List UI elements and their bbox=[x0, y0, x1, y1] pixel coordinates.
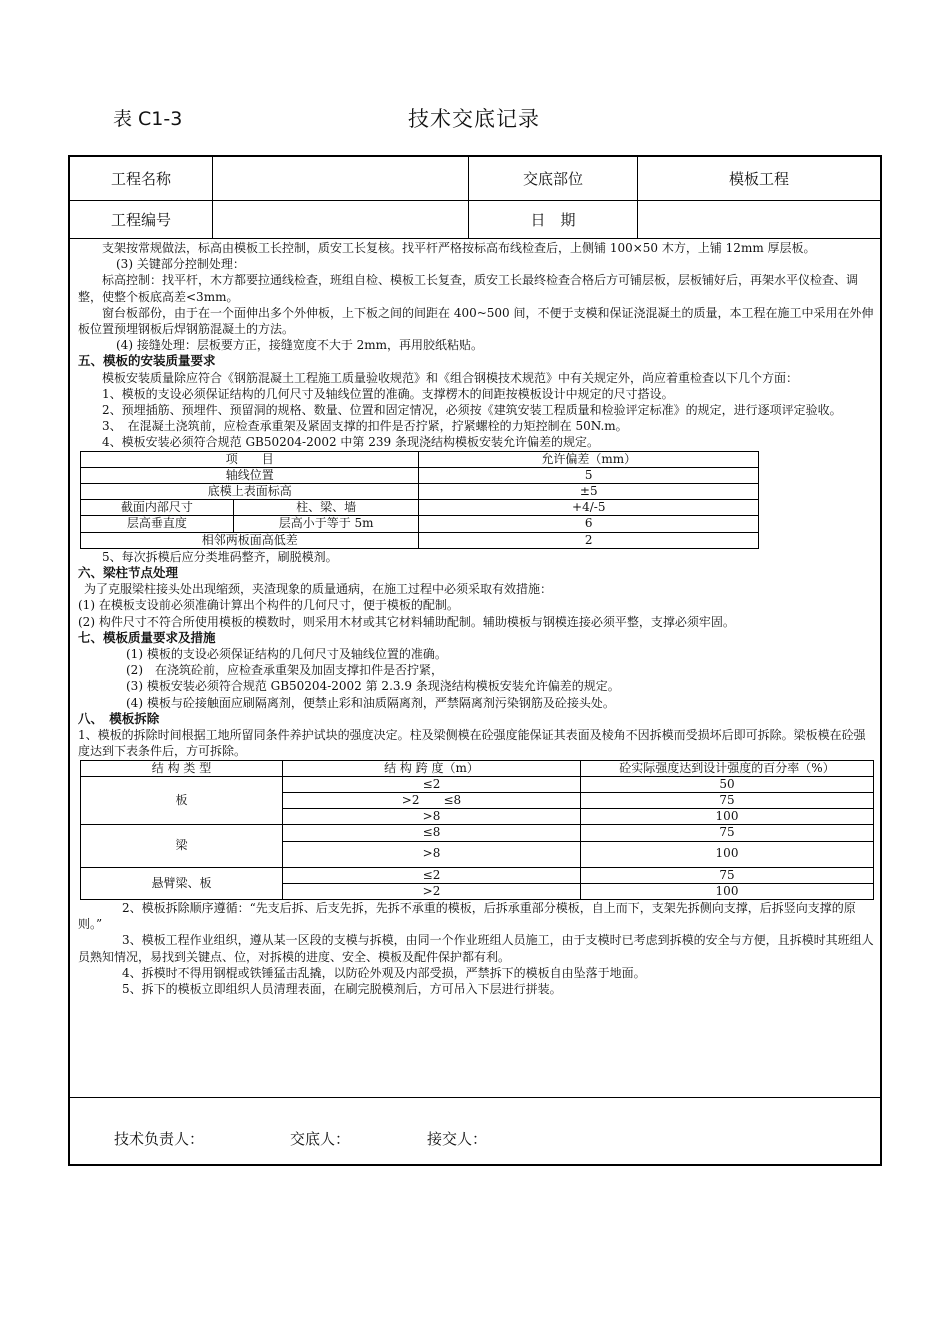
tolerance-table bbox=[80, 451, 759, 549]
table-cell: ±5 bbox=[419, 484, 759, 500]
paragraph: (3) 关键部分控制处理： bbox=[116, 257, 245, 272]
paragraph: 2、模板拆除顺序遵循：“先支后拆、后支先拆，先拆不承重的模板，后拆承重部分模板，自上而下，支架先拆侧向支撑，后拆竖向支撑的原则。” bbox=[78, 900, 856, 932]
table-cell: 100 bbox=[581, 841, 874, 867]
table-row bbox=[81, 532, 759, 548]
paragraph: (4) 模板与砼接触面应刷隔离剂，便禁止彩和油质隔离剂，严禁隔离剂污染钢筋及砼接头处。 bbox=[126, 695, 615, 710]
paragraph: 4、拆模时不得用钢棍或铁锤猛击乱撬，以防砼外观及内部受损，严禁拆下的模板自由坠落于地面。 bbox=[122, 965, 646, 980]
paragraph: (1) 模板的支设必须保证结构的几何尺寸及轴线位置的准确。 bbox=[126, 647, 447, 662]
info-row-2 bbox=[70, 201, 880, 239]
paragraph: (3) 模板安装必须符合规范 GB50204-2002 第 2.3.9 条现浇结构模板安装允许偏差的规定。 bbox=[126, 679, 620, 694]
paragraph: 标高控制：找平杆，木方都要拉通线检查，班组自检、模板工长复查，质安工长最终检查合格后方可铺层板，层板铺好后，再架水平仪检查、调整，使整个板底高差<3mm。 bbox=[78, 273, 859, 304]
table-row bbox=[81, 516, 759, 532]
table-row bbox=[81, 484, 759, 500]
table-cell: 50 bbox=[581, 776, 874, 792]
paragraph: 1、模板的拆除时间根据工地所留同条件养护试块的强度决定。柱及梁侧模在砼强度能保证其表面及棱角不因拆模而受损坏后即可拆除。梁板模在砼强度达到下表条件后，方可拆除。 bbox=[78, 728, 866, 759]
table-cell: 截面内部尺寸 bbox=[81, 500, 234, 516]
form-code: 表 C1-3 bbox=[113, 108, 183, 130]
paragraph: 3、模板工程作业组织，遵从某一区段的支模与拆模，由同一个作业班组人员施工，由于支模时已考虑到拆模的安全与方便，且拆模时其班组人员熟知情况，易找到关键点、位，对拆模的进度、安全、模板及配件保护都有利。 bbox=[78, 933, 874, 964]
disclosure-content bbox=[78, 240, 874, 997]
table-cell: 层高垂直度 bbox=[81, 516, 234, 532]
table-cell: >2 ≤8 bbox=[283, 792, 581, 808]
table-cell: 相邻两板面高低差 bbox=[81, 532, 419, 548]
paragraph: (1) 在模板支设前必须准确计算出个构件的几何尺寸，便于模板的配制。 bbox=[78, 598, 459, 613]
table-header-cell: 结 构 跨 度（m） bbox=[283, 760, 581, 776]
project-no-label: 工程编号 bbox=[70, 201, 213, 238]
table-row bbox=[81, 451, 759, 467]
table-cell: 75 bbox=[581, 792, 874, 808]
table-row bbox=[81, 467, 759, 483]
table-row bbox=[81, 776, 874, 792]
table-cell: 悬臂梁、板 bbox=[81, 867, 283, 899]
paragraph: 1、模板的支设必须保证结构的几何尺寸及轴线位置的准确。支撑楞木的间距按模板设计中规定的尺寸搭设。 bbox=[102, 386, 674, 401]
table-cell: +4/-5 bbox=[419, 500, 759, 516]
receiver-signature[interactable]: 接交人： bbox=[427, 1130, 488, 1148]
date-value[interactable] bbox=[638, 201, 880, 238]
table-row bbox=[81, 825, 874, 841]
paragraph: 5、每次拆模后应分类堆码整齐，刷脱模剂。 bbox=[102, 549, 338, 564]
section-5-heading: 五、模板的安装质量要求 bbox=[78, 353, 216, 369]
tech-lead-signature[interactable]: 技术负责人： bbox=[114, 1130, 205, 1148]
table-cell: 轴线位置 bbox=[81, 467, 419, 483]
paragraph: (4) 接缝处理：层板要方正，接缝宽度不大于 2mm，再用胶纸粘贴。 bbox=[116, 338, 484, 353]
project-name-label: 工程名称 bbox=[70, 157, 213, 200]
table-header-cell: 项 目 bbox=[81, 451, 419, 467]
paragraph: 窗台板部份，由于在一个面伸出多个外伸板，上下板之间的间距在 400~500 间，不便于支模和保证浇混凝土的质量，本工程在施工中采用在外伸板位置预埋钢板后焊钢筋混凝土的方法。 bbox=[78, 305, 874, 337]
record-frame bbox=[68, 155, 882, 1166]
table-cell: 75 bbox=[581, 825, 874, 841]
paragraph: 支架按常规做法，标高由模板工长控制，质安工长复核。找平杆严格按标高布线检查后，上侧铺 100×50 木方，上铺 12mm 厚层板。 bbox=[102, 241, 816, 255]
section-6-heading: 六、梁柱节点处理 bbox=[78, 565, 179, 581]
project-name-value[interactable] bbox=[213, 157, 469, 200]
paragraph: 2、预埋插筋、预埋件、预留洞的规格、数量、位置和固定情况，必须按《建筑安装工程质量和检验评定标准》的规定，进行逐项评定验收。 bbox=[102, 403, 842, 418]
table-header-cell: 结 构 类 型 bbox=[81, 760, 283, 776]
paragraph: (2) 在浇筑砼前，应检查承重架及加固支撑扣件是否拧紧， bbox=[126, 663, 444, 678]
document-title: 技术交底记录 bbox=[408, 107, 540, 131]
table-cell: 2 bbox=[419, 532, 759, 548]
discloser-signature[interactable]: 交底人： bbox=[290, 1130, 351, 1148]
table-cell: 6 bbox=[419, 516, 759, 532]
table-cell: >8 bbox=[283, 809, 581, 825]
table-row bbox=[81, 500, 759, 516]
strength-table bbox=[80, 760, 874, 900]
info-row-1 bbox=[70, 157, 880, 201]
table-cell: 100 bbox=[581, 809, 874, 825]
date-label: 日 期 bbox=[469, 201, 638, 238]
table-row bbox=[81, 867, 874, 883]
table-cell: >2 bbox=[283, 883, 581, 899]
table-cell: 75 bbox=[581, 867, 874, 883]
table-cell: 层高小于等于 5m bbox=[233, 516, 419, 532]
paragraph: 模板安装质量除应符合《钢筋混凝土工程施工质量验收规范》和《组合钢模技术规范》中有关规定外，尚应着重检查以下几个方面： bbox=[102, 370, 799, 385]
paragraph: 4、模板安装必须符合规范 GB50204-2002 中第 239 条现浇结构模板安装允许偏差的规定。 bbox=[102, 435, 599, 450]
disclosure-part-value[interactable]: 模板工程 bbox=[728, 170, 789, 188]
table-cell: 板 bbox=[81, 776, 283, 825]
table-cell: 底模上表面标高 bbox=[81, 484, 419, 500]
paragraph: 为了克服梁柱接头处出现缩颈，夹渣现象的质量通病，在施工过程中必须采取有效措施： bbox=[84, 582, 553, 597]
table-cell: ≤2 bbox=[283, 776, 581, 792]
table-cell: ≤8 bbox=[283, 825, 581, 841]
table-cell: 5 bbox=[419, 467, 759, 483]
table-cell: ≤2 bbox=[283, 867, 581, 883]
section-8-heading: 八、 模板拆除 bbox=[78, 710, 160, 726]
table-header-cell: 砼实际强度达到设计强度的百分率（%） bbox=[581, 760, 874, 776]
section-7-heading: 七、模板质量要求及措施 bbox=[78, 629, 216, 645]
table-header-cell: 允许偏差（mm） bbox=[419, 451, 759, 467]
paragraph: (2) 构件尺寸不符合所使用模板的模数时，则采用木材或其它材料辅助配制。辅助模板与钢模连接必须平整，支撑必须牢固。 bbox=[78, 614, 735, 629]
paragraph: 3、 在混凝土浇筑前，应检查承重架及紧固支撑的扣件是否拧紧，拧紧螺栓的力矩控制在 50N.m。 bbox=[102, 419, 628, 434]
table-cell: 梁 bbox=[81, 825, 283, 867]
table-cell: 柱、梁、墙 bbox=[233, 500, 419, 516]
table-row bbox=[81, 760, 874, 776]
disclosure-part-label: 交底部位 bbox=[469, 157, 638, 200]
signature-row bbox=[70, 1097, 880, 1166]
table-cell: 100 bbox=[581, 883, 874, 899]
project-no-value[interactable] bbox=[213, 201, 469, 238]
table-cell: >8 bbox=[283, 841, 581, 867]
paragraph: 5、拆下的模板立即组织人员清理表面，在刷完脱模剂后，方可吊入下层进行拼装。 bbox=[122, 981, 562, 996]
